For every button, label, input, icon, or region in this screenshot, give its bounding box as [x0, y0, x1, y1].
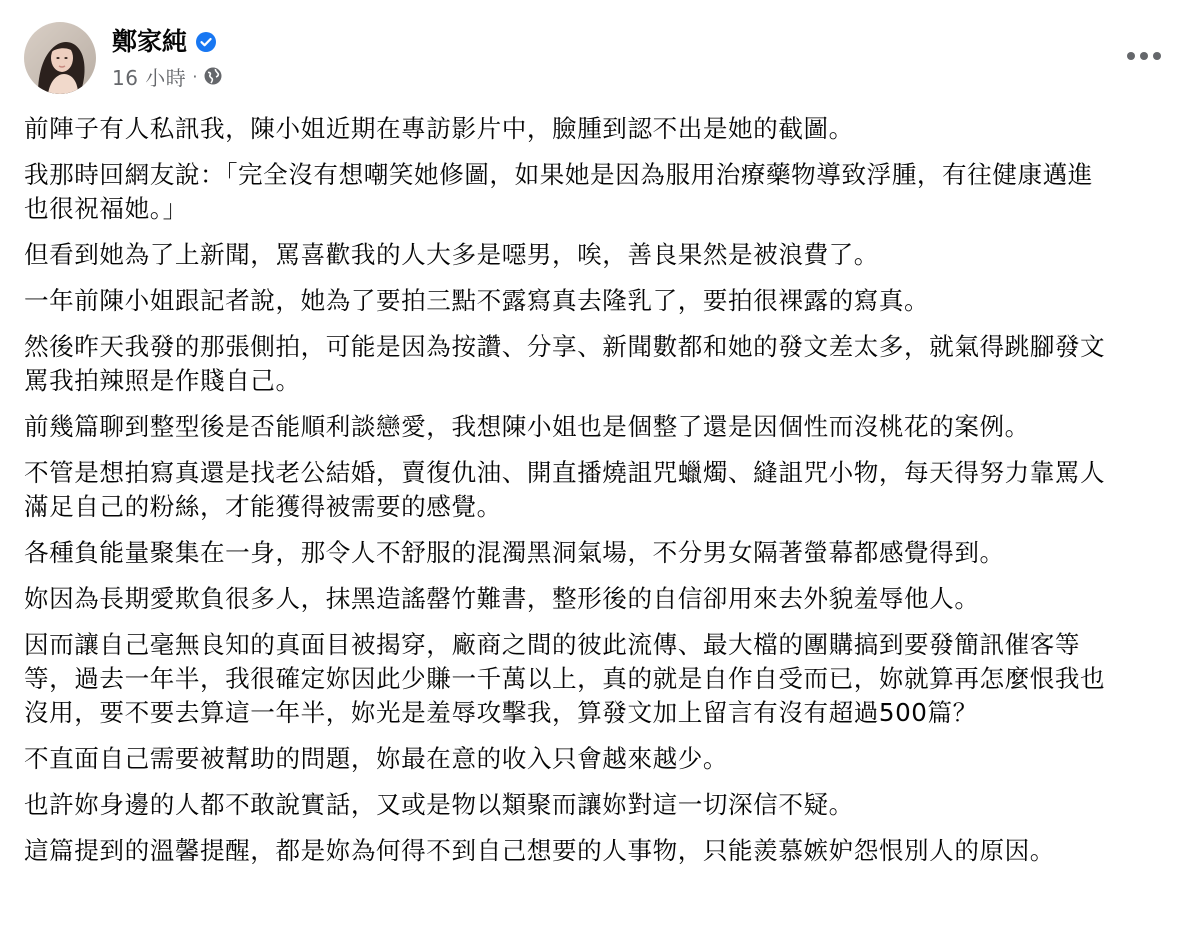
post-paragraph-5: 然後昨天我發的那張側拍，可能是因為按讚、分享、新聞數都和她的發文差太多，就氣得跳腳發文 罵我拍辣照是作賤自己。	[24, 332, 1106, 395]
post-paragraph-13: 這篇提到的溫馨提醒，都是妳為何得不到自己想要的人事物，只能羨慕嫉妒怨恨別人的原因。	[24, 836, 1055, 865]
post-paragraph-10: 因而讓自己毫無良知的真面目被揭穿，廠商之間的彼此流傳、最大檔的團購搞到要發簡訊催客等 等，過去一年半，我很確定妳因此少賺一千萬以上，真的就是自作自受而已，妳就算再怎麼恨我也 沒用，要不要去算這一年半，妳光是羞辱攻擊我，算發文加上留言有沒有超過500篇？	[24, 630, 1106, 727]
author-block	[112, 24, 223, 92]
post-meta	[112, 60, 223, 92]
more-horizontal-icon	[1127, 52, 1161, 60]
more-options-button[interactable]	[1112, 32, 1176, 80]
post-paragraph-7: 不管是想拍寫真還是找老公結婚，賣復仇油、開直播燒詛咒蠟燭、縫詛咒小物，每天得努力靠罵人 滿足自己的粉絲，才能獲得被需要的感覺。	[24, 458, 1106, 521]
author-avatar[interactable]	[24, 22, 96, 94]
post-paragraph-9: 妳因為長期愛欺負很多人，抹黑造謠罄竹難書，整形後的自信卻用來去外貌羞辱他人。	[24, 584, 980, 613]
author-name[interactable]: 鄭家純	[112, 27, 188, 56]
post-paragraph-11: 不直面自己需要被幫助的問題，妳最在意的收入只會越來越少。	[24, 744, 729, 773]
post-timestamp[interactable]: 16 小時	[112, 65, 187, 90]
verified-badge-icon	[195, 31, 217, 53]
post-paragraph-12: 也許妳身邊的人都不敢說實話，又或是物以類聚而讓妳對這一切深信不疑。	[24, 790, 854, 819]
post-paragraph-3: 但看到她為了上新聞，罵喜歡我的人大多是噁男，唉，善良果然是被浪費了。	[24, 240, 879, 269]
profile-photo	[24, 22, 96, 94]
post-paragraph-8: 各種負能量聚集在一身，那令人不舒服的混濁黑洞氣場，不分男女隔著螢幕都感覺得到。	[24, 538, 1005, 567]
post-paragraph-2: 我那時回網友說：「完全沒有想嘲笑她修圖，如果她是因為服用治療藥物導致浮腫，有往健康邁進 也很祝福她。」	[24, 160, 1093, 223]
post-header	[24, 22, 223, 94]
globe-icon[interactable]	[203, 66, 223, 86]
post-paragraph-4: 一年前陳小姐跟記者說，她為了要拍三點不露寫真去隆乳了，要拍很裸露的寫真。	[24, 286, 930, 315]
post-paragraph-6: 前幾篇聊到整型後是否能順利談戀愛，我想陳小姐也是個整了還是因個性而沒桃花的案例。	[24, 412, 1030, 441]
name-row	[112, 24, 223, 60]
meta-separator: ·	[192, 66, 198, 86]
post-content	[24, 112, 1180, 880]
post-paragraph-1: 前陣子有人私訊我，陳小姐近期在專訪影片中，臉腫到認不出是她的截圖。	[24, 114, 854, 143]
